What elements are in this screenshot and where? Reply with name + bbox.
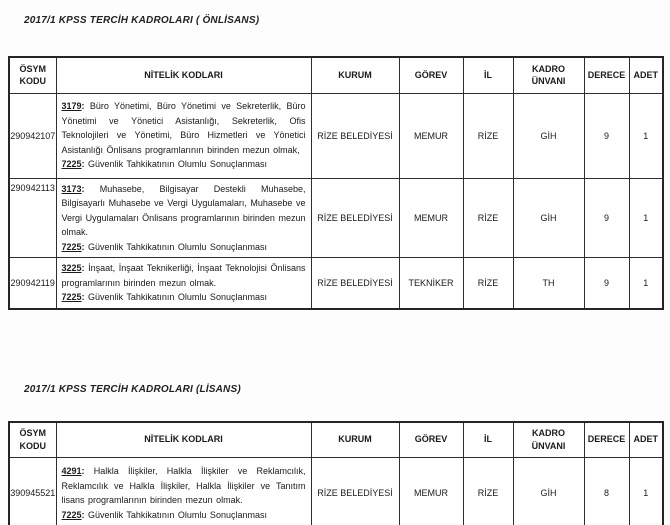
table-header-row bbox=[9, 422, 663, 458]
nitelik-requirement-line bbox=[62, 99, 306, 157]
cell-kadro-unvani: GİH bbox=[513, 93, 584, 178]
table-row bbox=[9, 93, 663, 178]
colon: : bbox=[81, 263, 85, 273]
nitelik-requirement-line bbox=[62, 182, 306, 240]
nitelik-text: Büro Yönetimi, Büro Yönetimi ve Sekreterlik, Büro Yönetimi ve Yönetici Asistanlığı, Sekreterlik, Ofis Teknolojileri ve Yönetimi, Büro Hizmetleri ve Yönetici Asistanlığı Önlisans programlarının birinden mezun olmak, bbox=[61, 101, 306, 155]
header-gorev: GÖREV bbox=[399, 422, 463, 458]
colon: : bbox=[81, 183, 85, 194]
nitelik-code: 3179 bbox=[61, 101, 82, 112]
nitelik-requirement-line bbox=[62, 240, 306, 255]
header-derece: DERECE bbox=[584, 422, 629, 458]
cell-gorev: TEKNİKER bbox=[399, 258, 463, 309]
cell-il: RİZE bbox=[463, 178, 513, 258]
cell-kurum: RİZE BELEDİYESİ bbox=[311, 178, 399, 258]
nitelik-code: 4291 bbox=[61, 466, 82, 477]
cell-adet: 1 bbox=[629, 178, 663, 258]
cell-nitelik-kodlari bbox=[56, 178, 311, 258]
nitelik-requirement-line bbox=[62, 290, 306, 305]
nitelik-requirement-line bbox=[62, 157, 306, 172]
nitelik-text: Halkla İlişkiler, Halkla İlişkiler ve Reklamcılık, Reklamcılık ve Halkla İlişkiler, Halkla İlişkiler ve Tanıtım lisans programlarının birinden mezun olmak. bbox=[61, 466, 306, 506]
header-kadro-unvani: KADRO ÜNVANI bbox=[513, 422, 584, 458]
nitelik-code: 7225 bbox=[61, 509, 82, 520]
header-derece: DERECE bbox=[584, 57, 629, 93]
header-kurum: KURUM bbox=[311, 422, 399, 458]
cell-derece: 8 bbox=[584, 458, 629, 525]
table-row bbox=[9, 178, 663, 258]
table-row bbox=[9, 258, 663, 309]
cell-kurum: RİZE BELEDİYESİ bbox=[311, 93, 399, 178]
nitelik-text: Güvenlik Tahkikatının Olumlu Sonuçlanması bbox=[88, 159, 267, 170]
cell-gorev: MEMUR bbox=[399, 458, 463, 525]
cell-derece: 9 bbox=[584, 178, 629, 258]
colon: : bbox=[81, 292, 85, 302]
cell-nitelik-kodlari bbox=[56, 458, 311, 525]
nitelik-text: Güvenlik Tahkikatının Olumlu Sonuçlanması bbox=[88, 509, 267, 520]
cell-derece: 9 bbox=[584, 93, 629, 178]
header-osym-kodu: ÖSYM KODU bbox=[9, 422, 56, 458]
colon: : bbox=[81, 159, 85, 170]
colon: : bbox=[81, 241, 85, 252]
header-kurum: KURUM bbox=[311, 57, 399, 93]
header-nitelik-kodlari: NİTELİK KODLARI bbox=[56, 422, 311, 458]
onlisans-table bbox=[8, 56, 664, 310]
section-title-onlisans: 2017/1 KPSS TERCİH KADROLARI ( ÖNLİSANS) bbox=[24, 15, 260, 26]
nitelik-text: Güvenlik Tahkikatının Olumlu Sonuçlanması bbox=[88, 241, 267, 252]
table-row bbox=[9, 458, 663, 525]
nitelik-code: 7225 bbox=[61, 241, 82, 252]
colon: : bbox=[81, 101, 85, 112]
nitelik-requirement-line bbox=[62, 261, 306, 290]
header-gorev: GÖREV bbox=[399, 57, 463, 93]
cell-kadro-unvani: GİH bbox=[513, 458, 584, 525]
nitelik-text: İnşaat, İnşaat Teknikerliği, İnşaat Teknolojisi Önlisans programlarının birinden mezun olmak. bbox=[61, 263, 306, 288]
header-adet: ADET bbox=[629, 57, 663, 93]
cell-osym-kodu: 290942113 bbox=[9, 178, 56, 258]
cell-gorev: MEMUR bbox=[399, 93, 463, 178]
cell-gorev: MEMUR bbox=[399, 178, 463, 258]
lisans-table bbox=[8, 421, 664, 525]
section-title-lisans: 2017/1 KPSS TERCİH KADROLARI (LİSANS) bbox=[24, 383, 241, 395]
cell-nitelik-kodlari bbox=[56, 93, 311, 178]
header-kadro-unvani: KADRO ÜNVANI bbox=[513, 57, 584, 93]
nitelik-code: 7225 bbox=[61, 159, 82, 170]
colon: : bbox=[81, 509, 85, 520]
nitelik-text: Muhasebe, Bilgisayar Destekli Muhasebe, Bilgisayarlı Muhasebe ve Vergi Uygulamaları, Muhasebe ve Vergi Uygulamaları Önlisans programlarının birinden mezun olmak. bbox=[61, 183, 306, 237]
header-il: İL bbox=[463, 57, 513, 93]
table-header-row bbox=[9, 57, 663, 93]
cell-nitelik-kodlari bbox=[56, 258, 311, 309]
cell-il: RİZE bbox=[463, 458, 513, 525]
nitelik-text: Güvenlik Tahkikatının Olumlu Sonuçlanması bbox=[88, 292, 267, 302]
colon: : bbox=[81, 466, 85, 477]
cell-derece: 9 bbox=[584, 258, 629, 309]
cell-osym-kodu: 390945521 bbox=[9, 458, 56, 525]
header-nitelik-kodlari: NİTELİK KODLARI bbox=[56, 57, 311, 93]
cell-kadro-unvani: TH bbox=[513, 258, 584, 309]
cell-adet: 1 bbox=[629, 258, 663, 309]
header-osym-kodu: ÖSYM KODU bbox=[9, 57, 56, 93]
nitelik-requirement-line bbox=[62, 508, 306, 523]
header-il: İL bbox=[463, 422, 513, 458]
cell-adet: 1 bbox=[629, 93, 663, 178]
header-adet: ADET bbox=[629, 422, 663, 458]
nitelik-code: 3173 bbox=[61, 183, 82, 194]
cell-osym-kodu: 290942119 bbox=[9, 258, 56, 309]
cell-il: RİZE bbox=[463, 258, 513, 309]
cell-kadro-unvani: GİH bbox=[513, 178, 584, 258]
nitelik-code: 7225 bbox=[61, 292, 82, 302]
cell-kurum: RİZE BELEDİYESİ bbox=[311, 458, 399, 525]
cell-adet: 1 bbox=[629, 458, 663, 525]
nitelik-requirement-line bbox=[62, 464, 306, 508]
cell-osym-kodu: 290942107 bbox=[9, 93, 56, 178]
cell-il: RİZE bbox=[463, 93, 513, 178]
nitelik-code: 3225 bbox=[61, 263, 82, 273]
cell-kurum: RİZE BELEDİYESİ bbox=[311, 258, 399, 309]
